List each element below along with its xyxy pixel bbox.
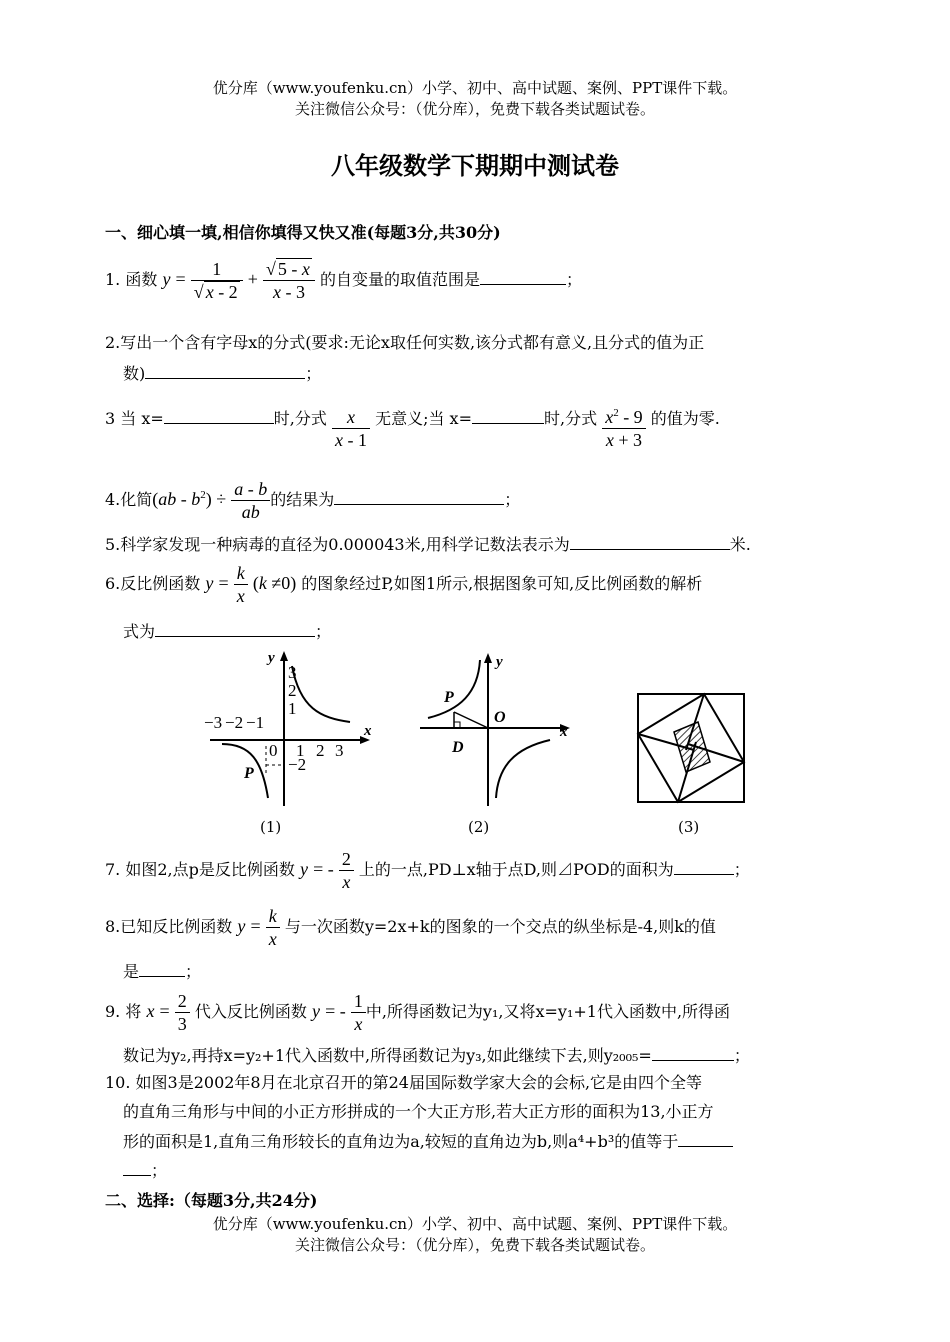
fig1-tick-y1: 1 xyxy=(288,699,297,718)
q4-prefix: 4.化简 xyxy=(105,490,153,509)
q6-fraction: $\frac{k}{x}$ xyxy=(234,562,248,607)
q7-end: ； xyxy=(733,860,750,879)
question-10-line-4 xyxy=(123,1159,167,1182)
question-6-line-1: 6.反比例函数 y = $\frac{k}{x}$ (k ≠0) 的图象经过P,如图1所示,根据图象可知,反比例函数的解析 xyxy=(105,563,703,606)
q7-fraction: $\frac{2}{x}$ xyxy=(339,848,354,893)
q8-fraction: $\frac{k}{x}$ xyxy=(266,905,280,950)
q10-answer-blank-2[interactable] xyxy=(123,1159,151,1176)
q2-line2-text: 数) xyxy=(123,364,146,383)
question-10-line-2: 的直角三角形与中间的小正方形拼成的一个大正方形,若大正方形的面积为13,小正方 xyxy=(123,1102,714,1121)
question-3 xyxy=(105,402,720,451)
section-1-heading: 一、细心填一填,相信你填得又快又准(每题3分,共30分) xyxy=(105,223,501,242)
q9-suffix: 中,所得函数记为y₁,又将x=y₁+1代入函数中,所得函 xyxy=(365,1002,731,1021)
figure-3-caption: (3) xyxy=(678,818,700,836)
question-8-line-2 xyxy=(123,960,201,983)
question-4: 4.化简$(ab - b^2)$ ÷ $\frac{a - b}{ab}$ 的结果为 ； xyxy=(105,479,521,522)
figure-3-diagram xyxy=(630,688,755,808)
q10-answer-blank-1[interactable] xyxy=(678,1130,733,1147)
fig1-tick-y2: 2 xyxy=(288,681,297,700)
fig1-tick-yneg2: −2 xyxy=(288,755,307,774)
q3-fraction-1: $\frac{x}{x - 1}$ xyxy=(332,406,370,451)
fig1-y-label: y xyxy=(268,650,275,666)
q1-prefix: 1. 函数 xyxy=(105,270,158,289)
fig2-origin-o: O xyxy=(494,709,506,726)
q3-part-1: 3 当 x= xyxy=(105,409,164,428)
q4-answer-blank[interactable] xyxy=(334,488,504,505)
fig2-x-label: x xyxy=(560,724,568,740)
footer-line-2: 关注微信公众号：（优分库），免费下载各类试题试卷。 xyxy=(294,1236,655,1254)
q6-answer-blank[interactable] xyxy=(155,620,315,637)
q10-line3-text: 形的面积是1,直角三角形较长的直角边为a,较短的直角边为b,则a⁴+b³的值等于 xyxy=(123,1132,679,1151)
q6-suffix: 的图象经过P,如图1所示,根据图象可知,反比例函数的解析 xyxy=(301,574,703,593)
q5-end: 米. xyxy=(729,535,751,554)
section-2-heading: 二、选择:（每题3分,共24分) xyxy=(105,1191,318,1210)
q2-answer-blank[interactable] xyxy=(145,362,305,379)
figure-2-graph xyxy=(420,648,580,810)
q6-prefix: 6.反比例函数 xyxy=(105,574,201,593)
q8-suffix: 与一次函数y=2x+k的图象的一个交点的纵坐标是-4,则k的值 xyxy=(284,917,716,936)
fig1-tick-0: 0 xyxy=(269,741,278,760)
q4-fraction: $\frac{a - b}{ab}$ xyxy=(231,478,270,523)
q9-fraction-x: $\frac{2}{3}$ xyxy=(175,990,190,1035)
fig2-y-label: y xyxy=(496,654,503,670)
footer-line-1: 优分库（www.youfenku.cn）小学、初中、高中试题、案例、PPT课件下载。 xyxy=(212,1215,738,1233)
q7-prefix: 7. 如图2,点p是反比例函数 xyxy=(105,860,295,879)
figure-1-caption: (1) xyxy=(260,818,282,836)
fig1-tick-neg1: −1 xyxy=(246,713,265,732)
q9-prefix: 9. 将 xyxy=(105,1002,142,1021)
q3-part-3: 无意义;当 x= xyxy=(375,409,472,428)
question-9-line-1: 9. 将 x = $\frac{2}{3}$ 代入反比例函数 y = - $\frac{1}{x}$ 中,所得函数记为y₁,又将x=y₁+1代入函数中,所得函 xyxy=(105,991,731,1034)
q1-suffix: 的自变量的取值范围是 xyxy=(320,270,481,289)
q2-end: ； xyxy=(305,364,322,383)
q6-end: ； xyxy=(315,622,332,641)
q8-end: ； xyxy=(185,962,202,981)
q1-fraction-2: $\frac{√ 5 - x}{x - 3}$ xyxy=(263,258,315,303)
q4-suffix: 的结果为 xyxy=(270,490,335,509)
fig1-tick-x1: 1 xyxy=(296,741,305,760)
q5-answer-blank[interactable] xyxy=(570,533,730,550)
q8-line2-text: 是 xyxy=(123,962,140,981)
fig1-tick-x2: 2 xyxy=(316,741,325,760)
q1-fraction-1: $\frac{1}{√ x - 2}$ xyxy=(191,258,243,303)
q8-prefix: 8.已知反比例函数 xyxy=(105,917,233,936)
q10-end: ； xyxy=(151,1161,168,1180)
q3-fraction-2: $\frac{x^2 - 9}{x + 3}$ xyxy=(602,402,646,451)
header-line-1: 优分库（www.youfenku.cn）小学、初中、高中试题、案例、PPT课件下载。 xyxy=(212,79,738,97)
q4-end: ； xyxy=(504,490,521,509)
figure-2-caption: (2) xyxy=(468,818,490,836)
q5-text: 5.科学家发现一种病毒的直径为0.000043米,用科学记数法表示为 xyxy=(105,535,570,554)
q9-fraction-y: $\frac{1}{x}$ xyxy=(351,990,366,1035)
fig2-point-d: D xyxy=(452,739,464,756)
fig1-tick-neg3: −3 xyxy=(204,713,223,732)
q3-blank-2[interactable] xyxy=(472,407,544,424)
question-10-line-1: 10. 如图3是2002年8月在北京召开的第24届国际数学家大会的会标,它是由四个全等 xyxy=(105,1073,703,1092)
fig2-point-p: P xyxy=(444,689,454,706)
fig1-point-p: P xyxy=(244,765,254,782)
fig1-tick-y3: 3 xyxy=(288,663,297,682)
question-2-line-2 xyxy=(123,362,321,385)
question-8-line-1: 8.已知反比例函数 y = $\frac{k}{x}$ 与一次函数y=2x+k的图象的一个交点的纵坐标是-4,则k的值 xyxy=(105,906,716,949)
q9-line2-text: 数记为y₂,再持x=y₂+1代入函数中,所得函数记为y₃,如此继续下去,则y₂₀₀₅= xyxy=(123,1046,652,1065)
q6-line2-text: 式为 xyxy=(123,622,156,641)
q1-end: ； xyxy=(566,270,583,289)
q3-part-4: 时,分式 xyxy=(544,409,598,428)
question-2-line-1: 2.写出一个含有字母x的分式(要求:无论x取任何实数,该分式都有意义,且分式的值为正 xyxy=(105,333,705,352)
figure-1-graph xyxy=(200,648,380,810)
question-1: 1. 函数 y = $\frac{1}{√ x - 2}$ + $\frac{√ 5 - x}{x - 3}$ 的自变量的取值范围是 ； xyxy=(105,259,583,302)
fig1-x-label: x xyxy=(364,723,372,739)
q3-blank-1[interactable] xyxy=(164,407,274,424)
question-10-line-3 xyxy=(123,1130,733,1153)
q8-answer-blank[interactable] xyxy=(139,960,185,977)
question-7: 7. 如图2,点p是反比例函数 y = - $\frac{2}{x}$ 上的一点,PD⊥x轴于点D,则⊿POD的面积为 ； xyxy=(105,849,750,892)
q7-answer-blank[interactable] xyxy=(674,858,734,875)
q3-part-2: 时,分式 xyxy=(273,409,327,428)
page-title: 八年级数学下期期中测试卷 xyxy=(331,152,619,180)
fig1-tick-x3: 3 xyxy=(335,741,344,760)
q1-answer-blank[interactable] xyxy=(480,268,566,285)
question-5 xyxy=(105,533,751,556)
question-9-line-2 xyxy=(123,1044,750,1067)
q3-part-5: 的值为零. xyxy=(650,409,720,428)
q9-end: ； xyxy=(733,1046,750,1065)
header-line-2: 关注微信公众号：（优分库），免费下载各类试题试卷。 xyxy=(294,100,655,118)
fig1-tick-neg2: −2 xyxy=(225,713,244,732)
q9-mid: 代入反比例函数 xyxy=(194,1002,307,1021)
question-6-line-2 xyxy=(123,620,331,643)
q9-answer-blank[interactable] xyxy=(652,1044,734,1061)
q7-suffix: 上的一点,PD⊥x轴于点D,则⊿POD的面积为 xyxy=(358,860,674,879)
